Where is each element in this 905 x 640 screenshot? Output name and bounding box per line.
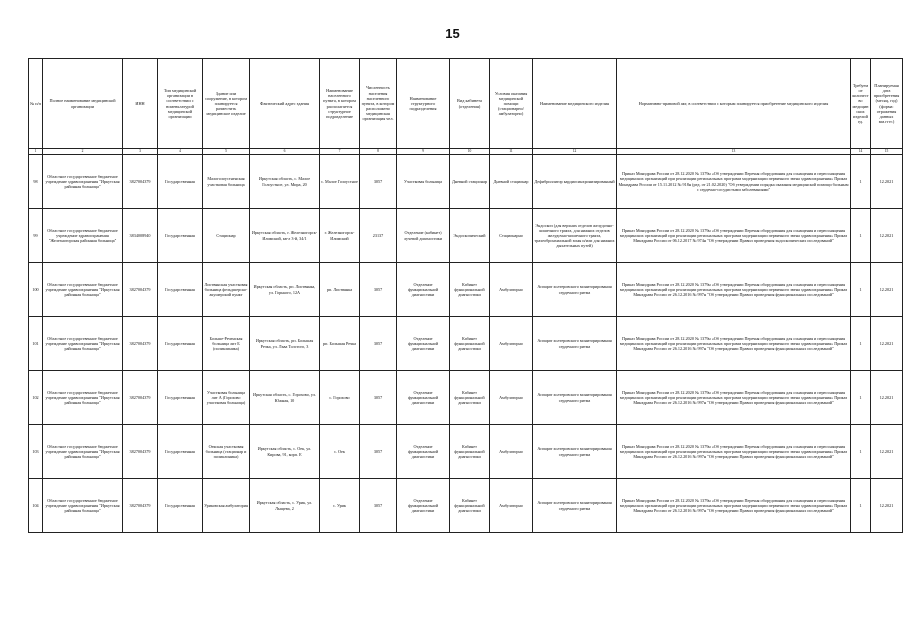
equipment-table (28, 58, 903, 533)
cell-type: Государственная (158, 479, 203, 533)
header-cell: Наименование структурного подразделения (397, 59, 450, 149)
cell-org: Областное государственное бюджетное учреждение здравоохранения "Иркутская районная больница" (43, 425, 123, 479)
column-number-cell: 6 (250, 149, 320, 155)
cell-inn: 3827004379 (123, 317, 158, 371)
cell-act: Приказ Минздрава России от 28.12.2020 № 1379н «Об утверждении Перечня оборудования для оснащения и переоснащения медицинских организаций при реализации региональных программ модернизации первичного звена здравоохранения» Приказ Минздрава России от 26.12.2016 № 997н "Об утверждении Правил проведения функциональных исследований" (617, 425, 851, 479)
cell-num: 102 (29, 371, 43, 425)
cell-cabinet: Кабинет функциональной диагностики (450, 317, 490, 371)
cell-conditions: Амбулаторно (490, 317, 533, 371)
header-cell: Численность населения населенного пункта, в котором расположено медицинская организация чел. (360, 59, 397, 149)
cell-address: Иркутская область, с. Оек, ул. Кирова, 91, корп. Е (250, 425, 320, 479)
cell-org: Областное государственное бюджетное учреждение здравоохранения "Иркутская районная больница" (43, 371, 123, 425)
cell-conditions: Амбулаторно (490, 425, 533, 479)
cell-type: Государственная (158, 155, 203, 209)
cell-qty: 1 (851, 425, 871, 479)
column-number-cell: 8 (360, 149, 397, 155)
cell-org: Областное государственное бюджетное учреждение здравоохранения "Иркутская районная больница" (43, 263, 123, 317)
cell-building: Оекская участковая больница (стационар и поликлиника) (203, 425, 250, 479)
cell-qty: 1 (851, 371, 871, 425)
cell-date: 12.2021 (871, 155, 903, 209)
cell-act: Приказ Минздрава России от 28.12.2020 № 1379н «Об утверждении Перечня оборудования для оснащения и переоснащения медицинских организаций при реализации региональных программ модернизации первичного звена здравоохранения» Приказ Минздрава России от 26.12.2016 № 997н "Об утверждении Правил проведения функциональных исследований" (617, 263, 851, 317)
cell-address: Иркутская область, рп. Листвянка, ул. Горького, 12А (250, 263, 320, 317)
cell-num: 103 (29, 425, 43, 479)
cell-qty: 1 (851, 317, 871, 371)
cell-qty: 1 (851, 209, 871, 263)
cell-building: Уриковская амбулатория (203, 479, 250, 533)
column-number-cell: 11 (490, 149, 533, 155)
cell-type: Государственная (158, 209, 203, 263)
cell-cabinet: Кабинет функциональной диагностики (450, 479, 490, 533)
column-number-cell: 10 (450, 149, 490, 155)
header-cell: Наименование населенного пункта, в котором располагается структурное подразделение (320, 59, 360, 149)
page-number: 15 (445, 26, 460, 41)
table-row (29, 317, 903, 371)
cell-settlement: с. Горохово (320, 371, 360, 425)
cell-unit: Отделение функциональной диагностики (397, 317, 450, 371)
cell-conditions: Дневной стационар (490, 155, 533, 209)
cell-population: 23137 (360, 209, 397, 263)
cell-date: 12.2021 (871, 425, 903, 479)
column-number-cell: 4 (158, 149, 203, 155)
cell-device: Аппарат холтеровского мониторирования сердечного ритма (533, 425, 617, 479)
cell-org: Областное государственное бюджетное учреждение здравоохранения "Иркутская районная больница" (43, 155, 123, 209)
header-cell: Наименование медицинского изделия (533, 59, 617, 149)
cell-address: Иркутская область, с. Малое Голоустное, ул. Мира, 20 (250, 155, 320, 209)
cell-cabinet: Кабинет функциональной диагностики (450, 425, 490, 479)
cell-building: Листвянская участковая больница фельдшерско-акушерский пункт (203, 263, 250, 317)
header-cell: ИНН (123, 59, 158, 149)
cell-conditions: Амбулаторно (490, 479, 533, 533)
cell-unit: Отделение функциональной диагностики (397, 371, 450, 425)
column-number-cell: 5 (203, 149, 250, 155)
column-number-cell: 13 (617, 149, 851, 155)
cell-cabinet: Кабинет функциональной диагностики (450, 371, 490, 425)
cell-act: Приказ Минздрава России от 28.12.2020 № 1379н «Об утверждении Перечня оборудования для оснащения и переоснащения медицинских организаций при реализации региональных программ модернизации первичного звена здравоохранения» Приказ Минздрава России от 26.12.2016 № 997н "Об утверждении Правил проведения функциональных исследований" (617, 479, 851, 533)
cell-inn: 3827004379 (123, 263, 158, 317)
cell-date: 12.2021 (871, 479, 903, 533)
cell-population: 3057 (360, 263, 397, 317)
cell-unit: Отделение функциональной диагностики (397, 479, 450, 533)
cell-address: Иркутская область, г. Железногорск-Илимский, кв-л 3-й, 34/1 (250, 209, 320, 263)
column-number-cell: 2 (43, 149, 123, 155)
header-row (29, 59, 903, 149)
cell-device: Аппарат холтеровского мониторирования сердечного ритма (533, 371, 617, 425)
table-row (29, 209, 903, 263)
header-cell: Нормативно-правовой акт, в соответствии с которым планируется приобретение медицинского изделия (617, 59, 851, 149)
cell-act: Приказ Минздрава России от 28.12.2020 № 1379н «Об утверждении Перечня оборудования для оснащения и переоснащения медицинских организаций при реализации региональных программ модернизации первичного звена здравоохранения» Приказ Минздрава России от 26.12.2016 № 997н "Об утверждении Правил проведения функциональных исследований" (617, 317, 851, 371)
cell-inn: 3827004379 (123, 371, 158, 425)
cell-inn: 3834008940 (123, 209, 158, 263)
cell-org: Областное государственное бюджетное учреждение здравоохранения "Иркутская районная больница" (43, 317, 123, 371)
table-row (29, 371, 903, 425)
cell-conditions: Амбулаторно (490, 371, 533, 425)
cell-num: 99 (29, 209, 43, 263)
cell-building: Стационар (203, 209, 250, 263)
cell-type: Государственная (158, 263, 203, 317)
cell-num: 101 (29, 317, 43, 371)
table-body (29, 155, 903, 533)
header-cell: № п/п (29, 59, 43, 149)
header-cell: Тип медицинской организации в соответствии с номенклатурой медицинской организации (158, 59, 203, 149)
header-cell: Фактический адрес здания (250, 59, 320, 149)
cell-device: Дефибриллятор кардиосинхронизированный (533, 155, 617, 209)
cell-building: Участковая больница лит А (Горохово участковая больница) (203, 371, 250, 425)
cell-date: 12.2021 (871, 371, 903, 425)
cell-settlement: рп. Листвянка (320, 263, 360, 317)
cell-num: 98 (29, 155, 43, 209)
cell-population: 3057 (360, 479, 397, 533)
cell-num: 100 (29, 263, 43, 317)
cell-cabinet: Кабинет функциональной диагностики (450, 263, 490, 317)
cell-conditions: Амбулаторно (490, 263, 533, 317)
cell-type: Государственная (158, 371, 203, 425)
cell-date: 12.2021 (871, 209, 903, 263)
cell-unit: Отделение (кабинет) лучевой диагностики (397, 209, 450, 263)
table-row (29, 479, 903, 533)
cell-act: Приказ Минздрава России от 28.12.2020 № 1379н «Об утверждении Перечня оборудования для оснащения и переоснащения медицинских организаций при реализации региональных программ модернизации первичного звена здравоохранения» Приказ Минздрава России от 26.12.2016 № 997н "Об утверждении Правил проведения функциональных исследований" (617, 371, 851, 425)
cell-device: Эндоскоп (для верхних отделов желудочно-кишечного тракта, для нижних отделов желудочно-кишечного тракта, трахеобронхиальной зоны и/или для нижних дыхательных путей) (533, 209, 617, 263)
cell-conditions: Стационарно (490, 209, 533, 263)
cell-inn: 3827004379 (123, 479, 158, 533)
cell-unit: Участковая больница (397, 155, 450, 209)
cell-device: Аппарат холтеровского мониторирования сердечного ритма (533, 263, 617, 317)
cell-settlement: г. Железногорск-Илимский (320, 209, 360, 263)
cell-settlement: с. Малое Голоустное (320, 155, 360, 209)
cell-date: 12.2021 (871, 263, 903, 317)
cell-population: 3057 (360, 155, 397, 209)
cell-address: Иркутская область, с. Урик, ул. Лыщева, 2 (250, 479, 320, 533)
column-number-cell: 15 (871, 149, 903, 155)
column-number-cell: 14 (851, 149, 871, 155)
header-cell: Условия оказания медицинской помощи (стационарно/амбулаторно) (490, 59, 533, 149)
column-number-cell: 3 (123, 149, 158, 155)
cell-act: Приказ Минздрава России от 28.12.2020 № 1379н «Об утверждении Перечня оборудования для оснащения и переоснащения медицинских организаций при реализации региональных программ модернизации первичного звена здравоохранения» Приказ Минздрава России от 06.12.2017 № 974н "Об утверждении Правил проведения эндоскопических исследований" (617, 209, 851, 263)
cell-unit: Отделение функциональной диагностики (397, 425, 450, 479)
column-number-cell: 12 (533, 149, 617, 155)
cell-qty: 1 (851, 479, 871, 533)
cell-settlement: рп. Большая Речка (320, 317, 360, 371)
header-cell: Здание или сооружение, в котором планируется разместить медицинское изделие (203, 59, 250, 149)
cell-unit: Отделение функциональной диагностики (397, 263, 450, 317)
cell-type: Государственная (158, 425, 203, 479)
cell-population: 3057 (360, 317, 397, 371)
cell-qty: 1 (851, 155, 871, 209)
cell-settlement: с. Оек (320, 425, 360, 479)
cell-inn: 3827004379 (123, 155, 158, 209)
cell-num: 104 (29, 479, 43, 533)
cell-date: 12.2021 (871, 317, 903, 371)
cell-population: 3057 (360, 371, 397, 425)
cell-inn: 3827004379 (123, 425, 158, 479)
cell-building: Малоголоустненская участковая больница (203, 155, 250, 209)
cell-population: 3057 (360, 425, 397, 479)
cell-qty: 1 (851, 263, 871, 317)
header-cell: Требуемое количество медицинских изделий ед. (851, 59, 871, 149)
cell-cabinet: Дневной стационар (450, 155, 490, 209)
cell-building: Больше-Реченская больница лит Б (поликлиника) (203, 317, 250, 371)
table-row (29, 425, 903, 479)
cell-address: Иркутская область, рп. Большая Речка, ул. Льва Толстого, 3 (250, 317, 320, 371)
cell-cabinet: Эндоскопический (450, 209, 490, 263)
cell-address: Иркутская область, с. Горохово, ул. Южная, 10 (250, 371, 320, 425)
table-row (29, 263, 903, 317)
cell-type: Государственная (158, 317, 203, 371)
header-cell: Полное наименование медицинской организации (43, 59, 123, 149)
cell-org: Областное государственное бюджетное учреждение здравоохранения "Железногорская районная больница" (43, 209, 123, 263)
column-number-cell: 1 (29, 149, 43, 155)
cell-settlement: с. Урик (320, 479, 360, 533)
table-row (29, 155, 903, 209)
column-number-cell: 7 (320, 149, 360, 155)
cell-act: Приказ Минздрава России от 28.12.2020 № 1379н «Об утверждении Перечня оборудования для оснащения и переоснащения медицинских организаций при реализации региональных программ модернизации первичного звена здравоохранения» Приказ Минздрава России от 15.11.2012 № 918н (ред. от 21.02.2020) "Об утверждении порядка оказания медицинской помощи больным с сердечно-сосудистыми заболеваниями" (617, 155, 851, 209)
header-cell: Вид кабинета (отделения) (450, 59, 490, 149)
column-number-cell: 9 (397, 149, 450, 155)
cell-device: Аппарат холтеровского мониторирования сердечного ритма (533, 479, 617, 533)
cell-device: Аппарат холтеровского мониторирования сердечного ритма (533, 317, 617, 371)
cell-org: Областное государственное бюджетное учреждение здравоохранения "Иркутская районная больница" (43, 479, 123, 533)
header-cell: Планируемая дата приобретения (месяц, год) (форма: отражения данных мм.гггг.) (871, 59, 903, 149)
